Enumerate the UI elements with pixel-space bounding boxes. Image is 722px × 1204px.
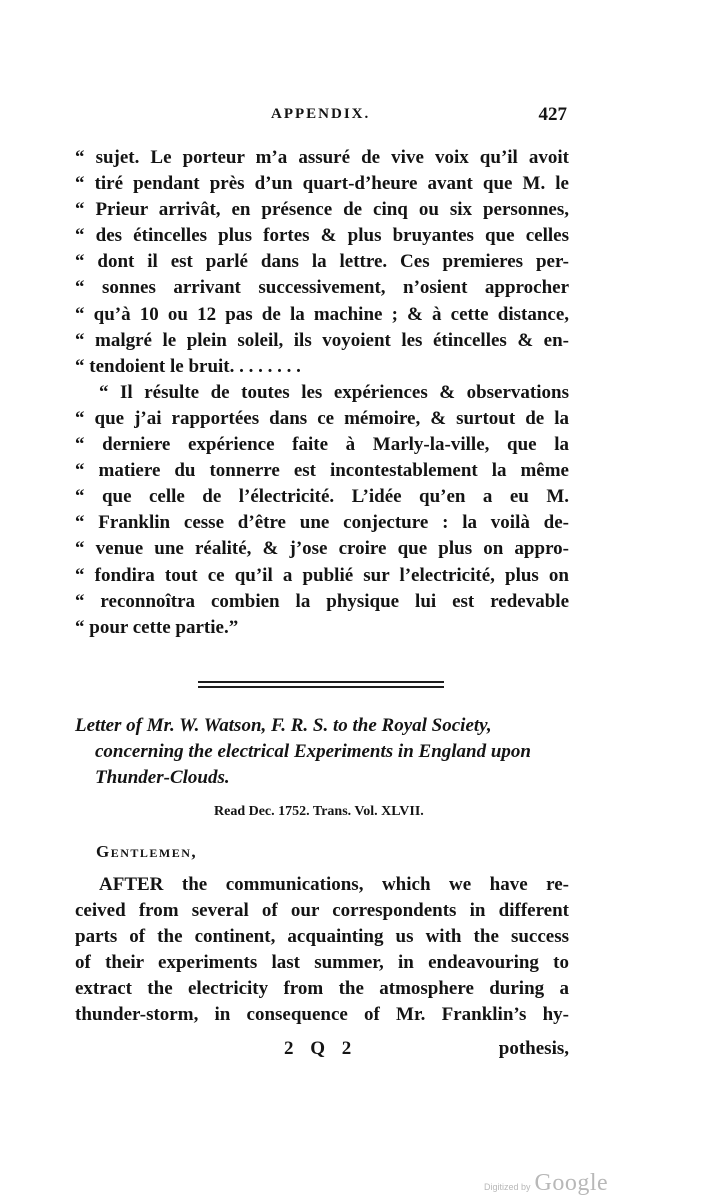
text-line: “ matiere du tonnerre est incontestablement la même: [75, 460, 569, 482]
text-line: extract the electricity from the atmosphere during a: [75, 978, 569, 1000]
text-line: “ que j’ai rapportées dans ce mémoire, & surtout de la: [75, 407, 569, 429]
text-line: “ tiré pendant près d’un quart-d’heure avant que M. le: [75, 173, 569, 195]
text-line: “ que celle de l’électricité. L’idée qu’en a eu M.: [75, 486, 569, 508]
read-date-reference: Read Dec. 1752. Trans. Vol. XLVII.: [214, 804, 424, 819]
text-line: thunder-storm, in consequence of Mr. Franklin’s hy-: [75, 1004, 569, 1026]
page-header: [75, 104, 569, 132]
text-line: “ sonnes arrivant successivement, n’osient approcher: [75, 277, 569, 299]
text-line: “ derniere expérience faite à Marly-la-ville, que la: [75, 434, 569, 456]
letter-body: [75, 872, 569, 1029]
text-line: ceived from several of our correspondents in different: [75, 900, 569, 922]
text-line: “ tendoient le bruit. . . . . . . .: [75, 355, 301, 377]
text-line: “ pour cette partie.”: [75, 616, 239, 638]
text-line: “ sujet. Le porteur m’a assuré de vive voix qu’il avoit: [75, 147, 569, 168]
text-line: “ venue une réalité, & j’ose croire que plus on appro-: [75, 538, 569, 560]
text-line: “ des étincelles plus fortes & plus bruyantes que celles: [75, 225, 569, 247]
digitized-watermark: [484, 1170, 608, 1197]
signature-mark: 2 Q 2: [284, 1038, 358, 1059]
text-line: “ Franklin cesse d’être une conjecture : la voilà de-: [75, 512, 569, 534]
title-line: Letter of Mr. W. Watson, F. R. S. to the Royal Society,: [75, 715, 492, 736]
title-line: Thunder-Clouds.: [95, 767, 230, 788]
text-line: “ dont il est parlé dans la lettre. Ces premieres per-: [75, 251, 569, 273]
watermark-brand: Google: [534, 1170, 609, 1196]
text-line: “ reconnoîtra combien la physique lui est redevable: [75, 590, 569, 612]
text-line: “ fondira tout ce qu’il a publié sur l’electricité, plus on: [75, 564, 569, 586]
text-line: AFTER the communications, which we have re-: [99, 874, 569, 895]
page-footer: [75, 1038, 569, 1064]
text-line: “ qu’à 10 ou 12 pas de la machine ; & à cette distance,: [75, 303, 569, 325]
running-head: APPENDIX.: [271, 106, 371, 122]
text-line: “ malgré le plein soleil, ils voyoient les étincelles & en-: [75, 329, 569, 351]
text-line: of their experiments last summer, in endeavouring to: [75, 952, 569, 974]
text-line: parts of the continent, acquainting us with the success: [75, 926, 569, 948]
text-line: “ Il résulte de toutes les expériences & observations: [99, 381, 569, 403]
text-line: “ Prieur arrivât, en présence de cinq ou six personnes,: [75, 199, 569, 221]
watermark-prefix: Digitized by: [484, 1182, 531, 1192]
catchword: pothesis,: [498, 1038, 569, 1059]
title-line: concerning the electrical Experiments in England upon: [95, 741, 531, 762]
salutation: Gentlemen,: [96, 842, 198, 861]
page-number: 427: [538, 104, 567, 125]
section-divider: [198, 681, 444, 691]
letter-title: [75, 713, 569, 791]
quoted-french-text: [75, 145, 569, 641]
